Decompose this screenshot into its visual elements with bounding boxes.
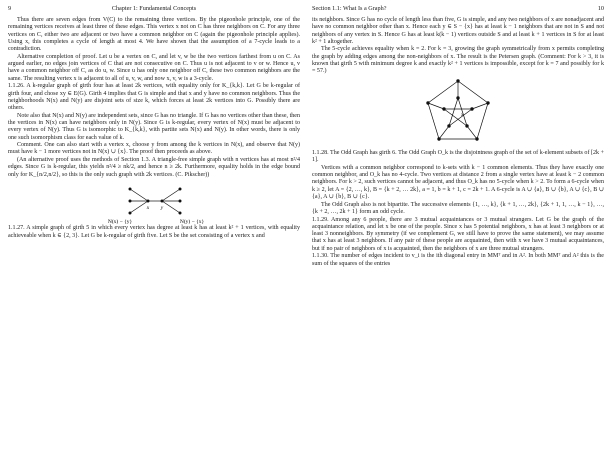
paragraph: Comment. One can also start with a vertex x, choose y from among the k vertices in N(x), and observe that N(y) must have k − 1 more vertices not in N(x) ∪ {x}. The proof then proceeds as above. xyxy=(8,142,300,156)
vertex xyxy=(465,124,468,127)
vertex-x xyxy=(147,200,150,203)
edge xyxy=(162,201,180,213)
paragraph: (An alternative proof uses the methods of Section 1.3. A triangle-free simple graph with n vertices has at most n²/4 edges. Since G is k-regular, this yields n²/4 ≥ nk/2, and hence n ≥ 2k. Furthermore, equality holds in the edge bound only for K_{n/2,n/2}, so this is the only such graph with 2k vertices. (C. Pikscher)) xyxy=(8,157,300,178)
left-running-head xyxy=(8,4,300,14)
paragraph: Note also that N(x) and N(y) are independent sets, since G has no triangle. If G has no vertices other than these, then the vertices in N(x) can have neighbors only in N(y). Since G is k-regular, every vertex of N(x) must be adjacent to every vertex of N(y). Thus G is isomorphic to K_{k,k}, with partite sets N(x) and N(y). In other words, there is only one such isomorphism class for each value of k. xyxy=(8,112,300,141)
label-x: x xyxy=(146,205,150,212)
vertex xyxy=(447,124,450,127)
paragraph: Thus there are seven edges from V(C) to the remaining three vertices. By the pigeonhole principle, one of the remaining vertices receives at least three of these edges. This vertex x not on C has three neighbors on C. For any three vertices on C, either two are adjacent or two have a common neighbor on C (again the pigeonhole principle applies). Using x, this completes a cycle of length at most 4. We have shown that the assumption of a 7-cycle leads to a contradiction. xyxy=(8,17,300,53)
right-page-number: 10 xyxy=(597,5,604,12)
vertex xyxy=(456,96,459,99)
vertex xyxy=(437,137,440,140)
vertex xyxy=(456,79,459,82)
vertex xyxy=(426,101,429,104)
right-body xyxy=(312,17,604,268)
label-nx: N(x) − {y} xyxy=(107,219,133,226)
vertex xyxy=(179,188,182,191)
petersen-graph xyxy=(312,76,604,150)
spoke xyxy=(439,126,449,139)
paragraph: its neighbors. Since G has no cycle of length less than five, G is simple, and any two neighbors of x are nonadjacent and have no common neighbor other than x. Hence each y ∈ S − {x} has at least k − 1 neighbors that are not in S and not neighbors of any vertex in S. Hence G has at least k(k − 1) vertices outside S and at least k + 1 vertices in S for at least k² + 1 altogether. xyxy=(312,17,604,45)
vertex xyxy=(179,200,182,203)
exercise-1-1-30: 1.1.30. The number of edges incident to v_i is the ith diagonal entry in MMᵀ and in A². In both MMᵀ and A² this is the sum of the squares of the entries xyxy=(312,253,604,267)
vertex xyxy=(475,137,478,140)
paragraph: Alternative completion of proof. Let u be a vertex on C, and let v, w be the two vertices farthest from u on C. As argued earlier, no edges join vertices of C that are not consecutive on C. Thus u is not adjacent to v or w. Hence u, v have a common neighbor off C, as do u, w. Since u has only one neighbor off C, these two common neighbors are the same. The resulting vertex x is adjacent to all of u, v, w, and now x, v, w is a 3-cycle. xyxy=(8,53,300,82)
vertex xyxy=(129,200,132,203)
left-page xyxy=(8,0,300,473)
paragraph: The 5-cycle achieves equality when k = 2. For k = 3, growing the graph symmetrically from x permits completing the graph by adding edges among the non-neighbors of x. The result is the Petersen graph. (Comment: For k > 3, it is known that girth 5 with minimum degree k and exactly k² + 1 vertices is impossible, except for k = 7 and possibly for k = 57.) xyxy=(312,46,604,75)
vertex xyxy=(442,107,445,110)
left-page-number: 9 xyxy=(8,5,12,12)
vertex-y xyxy=(161,200,164,203)
vertex xyxy=(470,107,473,110)
edge xyxy=(130,201,148,213)
paragraph: The Odd Graph also is not bipartite. The successive elements {1, …, k}, {k + 1, …, 2k}, {2k + 1, 1, …, k − 1}, …, {k + 2, …, 2k + 1} form an odd cycle. xyxy=(312,201,604,215)
exercise-1-1-26: 1.1.26. A k-regular graph of girth four has at least 2k vertices, with equality only for K_{k,k}. Let G be k-regular of girth four, and chose xy ∈ E(G). Girth 4 implies that G is simple and that x and y have no common neighbors. Thus the neighborhoods N(x) and N(y) are disjoint sets of size k, which forces at least 2k vertices into G. Possibly there are others. xyxy=(8,83,300,112)
edge xyxy=(162,189,180,201)
label-y: y xyxy=(160,205,164,212)
neighborhood-diagram xyxy=(8,179,300,225)
label-x: x xyxy=(461,111,464,118)
right-page xyxy=(312,0,604,473)
inner-edge xyxy=(449,98,458,126)
vertex xyxy=(129,212,132,215)
neighborhood-figure xyxy=(8,179,300,225)
paragraph: Vertices with a common neighbor correspond to k-sets with k − 1 common elements. Thus they have exactly one common neighbor, and O_k has no 4-cycle. Two vertices at distance 2 from a single vertex have at least k − 2 common neighbors. For k > 2, such vertices cannot be adjacent, and thus O_k has no 5-cycle when k > 2. To form a 6-cycle when k ≥ 2, let A = {2, …, k}, B = {k + 2, … 2k}, a = 1, b = k + 1, c = 2k + 1. A 6-cycle is A ∪ {a}, B ∪ {b}, A ∪ {c}, B ∪ {a}, A ∪ {b}, B ∪ {c}. xyxy=(312,164,604,200)
spoke xyxy=(428,103,444,109)
exercise-1-1-29: 1.1.29. Among any 6 people, there are 3 mutual acquaintances or 3 mutual strangers. Let G be the graph of the acquaintance relation, and let x be one of the people. Since x has 5 potential neighbors, x has at least 3 neighbors or at least 3 nonneighbors. By symmetry (if we complement G, we still have to prove the same statement), we may assume that x has at least 3 neighbors. If any pair of these people are acquainted, then with x we have 3 mutual acquaintances, but if no pair of neighbors of x is acquainted, then the neighbors of x are three mutual strangers. xyxy=(312,216,604,252)
left-running-title: Chapter 1: Fundamental Concepts xyxy=(111,5,197,12)
spoke xyxy=(467,126,477,139)
petersen-figure xyxy=(312,76,604,150)
vertex xyxy=(179,212,182,215)
vertex xyxy=(486,101,489,104)
left-body xyxy=(8,17,300,240)
label-ny: N(y) − {x} xyxy=(179,219,205,226)
spoke xyxy=(472,103,488,109)
vertex xyxy=(129,188,132,191)
right-running-title: Section 1.1: What Is a Graph? xyxy=(312,5,387,12)
right-running-head xyxy=(312,4,604,14)
edge xyxy=(130,189,148,201)
exercise-1-1-28: 1.1.28. The Odd Graph has girth 6. The Odd Graph O_k is the disjointness graph of the set of k-element subsets of [2k + 1]. xyxy=(312,149,604,164)
inner-edge xyxy=(444,109,467,126)
exercise-1-1-27: 1.1.27. A simple graph of girth 5 in which every vertex has degree at least k has at least k² + 1 vertices, with equality achieveable when k ∈ {2, 3}. Let G be k-regular of girth five. Let S be the set consisting of a vertex x and xyxy=(8,225,300,239)
